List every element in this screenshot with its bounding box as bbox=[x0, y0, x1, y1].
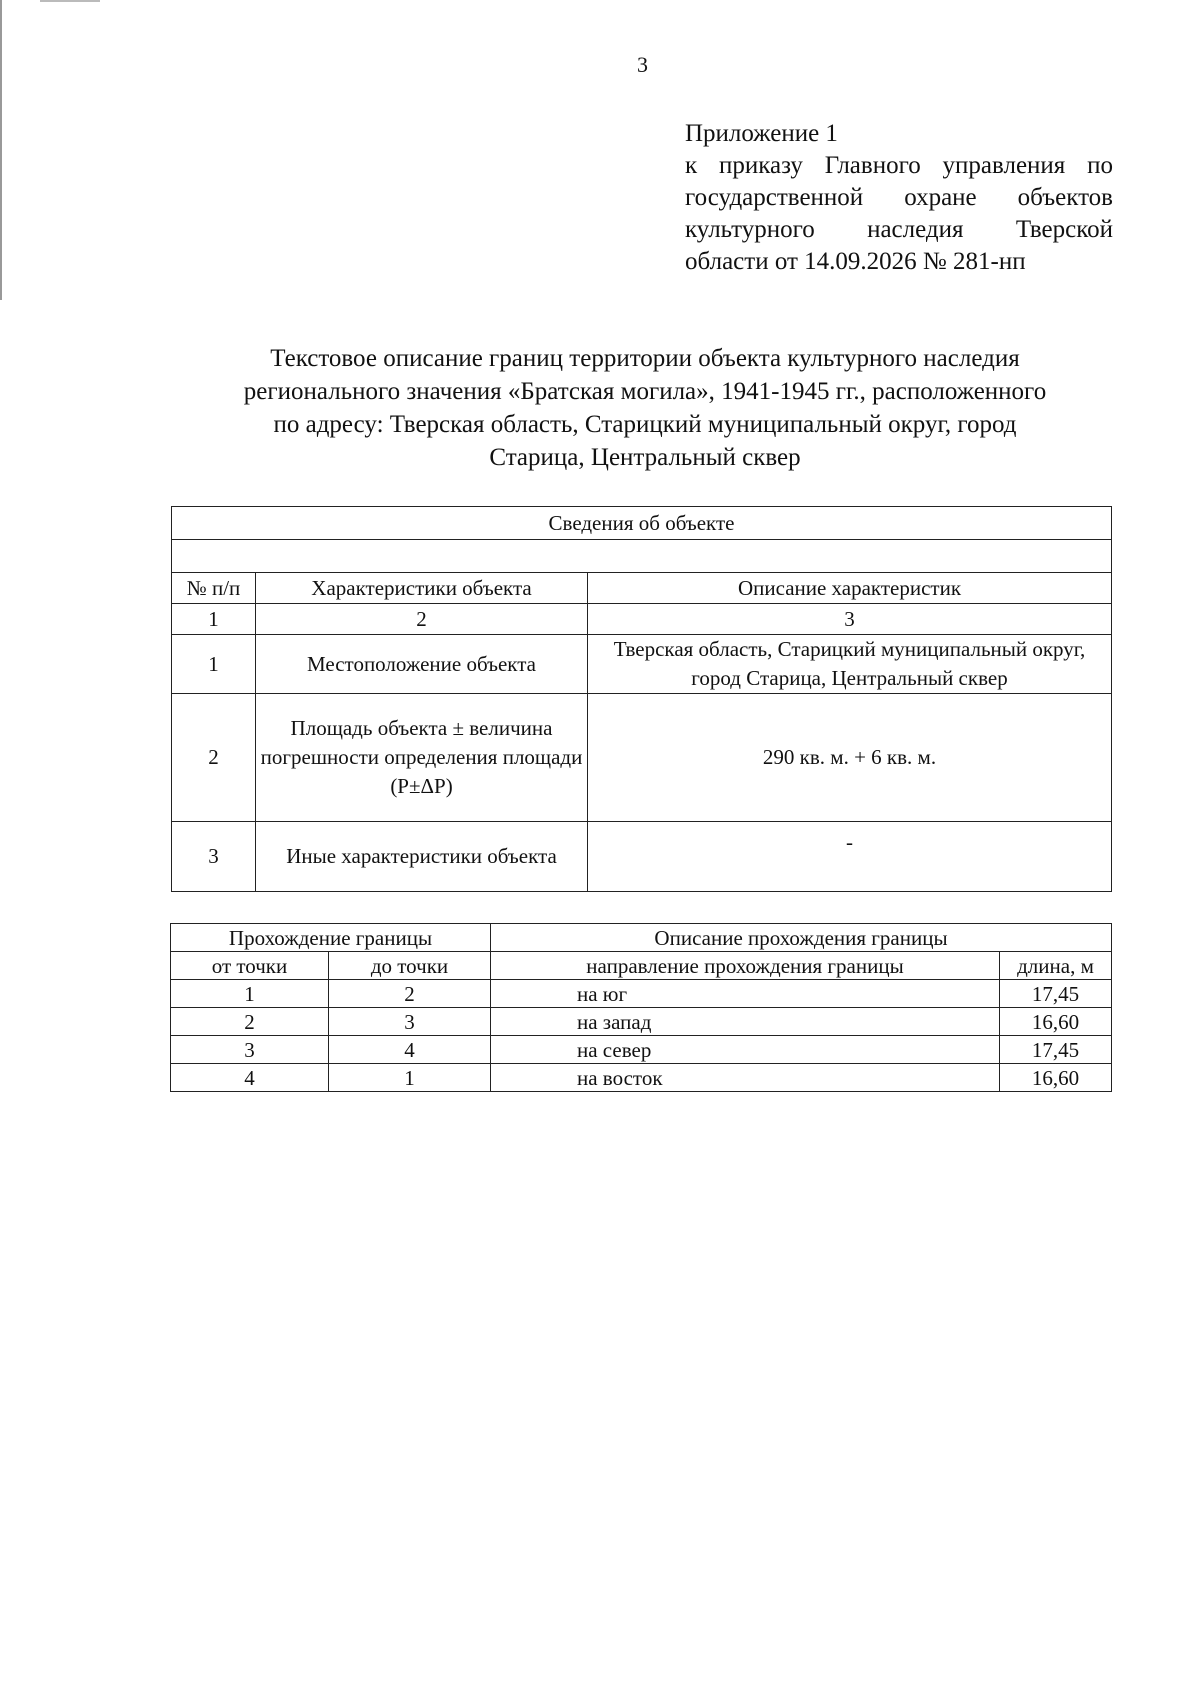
table-row bbox=[172, 635, 1112, 694]
object-info-table bbox=[171, 506, 1112, 892]
column-header-length: длина, м bbox=[1000, 952, 1112, 980]
table-row bbox=[171, 980, 1112, 1008]
row-number: 3 bbox=[172, 822, 256, 892]
row-characteristic: Иные характеристики объекта bbox=[256, 822, 588, 892]
document-title bbox=[170, 342, 1120, 474]
from-point: 1 bbox=[171, 980, 329, 1008]
from-point: 3 bbox=[171, 1036, 329, 1064]
row-description: - bbox=[588, 822, 1112, 892]
length: 17,45 bbox=[1000, 1036, 1112, 1064]
column-number-row bbox=[172, 604, 1112, 635]
table-row bbox=[171, 1064, 1112, 1092]
table-row bbox=[171, 1036, 1112, 1064]
group-header-description: Описание прохождения границы bbox=[491, 924, 1112, 952]
length: 16,60 bbox=[1000, 1008, 1112, 1036]
row-characteristic: Местоположение объекта bbox=[256, 635, 588, 694]
to-point: 3 bbox=[329, 1008, 491, 1036]
column-header-direction: направление прохождения границы bbox=[491, 952, 1000, 980]
empty-cell bbox=[172, 540, 1112, 573]
column-number: 1 bbox=[172, 604, 256, 635]
column-header-number: № п/п bbox=[172, 573, 256, 604]
title-line: по адресу: Тверская область, Старицкий муниципальный округ, город bbox=[273, 411, 1017, 438]
appendix-line: области от 14.09.2026 № 281-нп bbox=[685, 248, 1026, 275]
appendix-block bbox=[685, 118, 1113, 278]
column-header-description: Описание характеристик bbox=[588, 573, 1112, 604]
direction: на восток bbox=[491, 1064, 1000, 1092]
table-empty-row bbox=[172, 540, 1112, 573]
column-header-from: от точки bbox=[171, 952, 329, 980]
table-caption-row bbox=[172, 507, 1112, 540]
row-number: 1 bbox=[172, 635, 256, 694]
group-header-row bbox=[171, 924, 1112, 952]
group-header-passage: Прохождение границы bbox=[171, 924, 491, 952]
table-caption: Сведения об объекте bbox=[172, 507, 1112, 540]
length: 17,45 bbox=[1000, 980, 1112, 1008]
from-point: 4 bbox=[171, 1064, 329, 1092]
title-line: Текстовое описание границ территории объекта культурного наследия bbox=[270, 345, 1020, 372]
to-point: 1 bbox=[329, 1064, 491, 1092]
appendix-line: государственной охране объектов bbox=[685, 184, 1113, 211]
table-header-row bbox=[172, 573, 1112, 604]
appendix-line: Приложение 1 bbox=[685, 120, 838, 147]
table-row bbox=[172, 694, 1112, 822]
row-number: 2 bbox=[172, 694, 256, 822]
column-header-to: до точки bbox=[329, 952, 491, 980]
appendix-line: культурного наследия Тверской bbox=[685, 216, 1113, 243]
direction: на юг bbox=[491, 980, 1000, 1008]
title-line: регионального значения «Братская могила», 1941-1945 гг., расположенного bbox=[243, 378, 1047, 405]
row-description: 290 кв. м. + 6 кв. м. bbox=[588, 694, 1112, 822]
direction: на север bbox=[491, 1036, 1000, 1064]
row-description: Тверская область, Старицкий муниципальный округ, город Старица, Центральный сквер bbox=[588, 635, 1112, 694]
column-number: 3 bbox=[588, 604, 1112, 635]
direction: на запад bbox=[491, 1008, 1000, 1036]
boundary-table bbox=[170, 923, 1112, 1092]
length: 16,60 bbox=[1000, 1064, 1112, 1092]
from-point: 2 bbox=[171, 1008, 329, 1036]
table-row bbox=[171, 1008, 1112, 1036]
appendix-line: к приказу Главного управления по bbox=[685, 152, 1113, 179]
table-header-row bbox=[171, 952, 1112, 980]
table-row bbox=[172, 822, 1112, 892]
scan-edge-mark bbox=[0, 0, 2, 300]
column-number: 2 bbox=[256, 604, 588, 635]
scan-edge-mark-top bbox=[40, 0, 100, 2]
to-point: 2 bbox=[329, 980, 491, 1008]
column-header-characteristic: Характеристики объекта bbox=[256, 573, 588, 604]
page-number: 3 bbox=[637, 52, 648, 77]
title-line: Старица, Центральный сквер bbox=[489, 444, 801, 471]
to-point: 4 bbox=[329, 1036, 491, 1064]
row-characteristic: Площадь объекта ± величина погрешности определения площади (P±ΔP) bbox=[256, 694, 588, 822]
